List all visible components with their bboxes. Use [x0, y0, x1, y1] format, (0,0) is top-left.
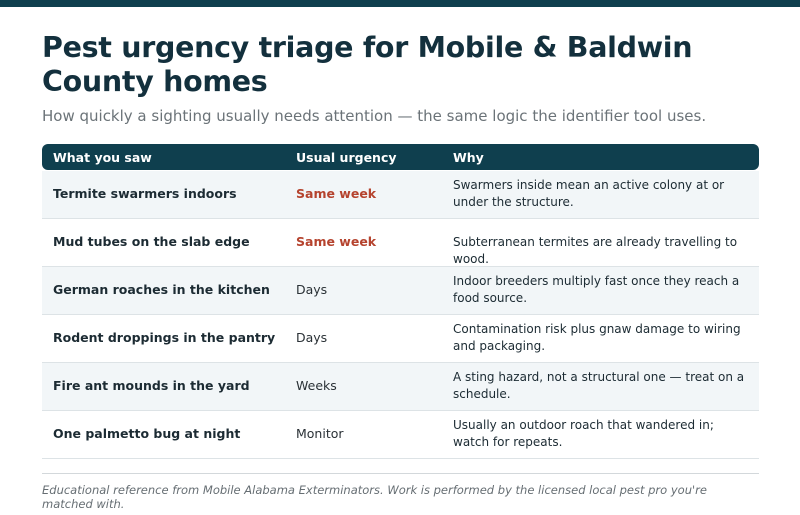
cell-what: Termite swarmers indoors: [53, 186, 237, 201]
cell-why: Contamination risk plus gnaw damage to wiring and packaging.: [453, 322, 741, 353]
cell-urgency: Days: [296, 282, 328, 297]
cell-what: Rodent droppings in the pantry: [53, 330, 276, 345]
cell-what: German roaches in the kitchen: [53, 282, 270, 297]
header-usual-urgency: Usual urgency: [296, 149, 397, 165]
table-row: [42, 315, 759, 363]
cell-what: Mud tubes on the slab edge: [53, 234, 250, 249]
page-title: Pest urgency triage for Mobile & Baldwin County homes: [42, 31, 693, 98]
cell-why: A sting hazard, not a structural one — treat on a schedule.: [453, 370, 745, 401]
page-subtitle: How quickly a sighting usually needs attention — the same logic the identifier tool uses.: [42, 107, 707, 125]
footer-divider: [42, 473, 759, 474]
table-row: [42, 267, 759, 315]
table-row: [42, 363, 759, 411]
cell-urgency: Days: [296, 330, 328, 345]
table-row: [42, 171, 759, 219]
table-row: [42, 219, 759, 267]
cell-urgency: Same week: [296, 186, 377, 201]
cell-what: Fire ant mounds in the yard: [53, 378, 250, 393]
cell-why: Subterranean termites are already travelling to wood.: [453, 235, 738, 266]
header-why: Why: [453, 149, 484, 165]
cell-urgency: Same week: [296, 234, 377, 249]
cell-what: One palmetto bug at night: [53, 426, 241, 441]
table-row: [42, 411, 759, 459]
urgency-table: [42, 144, 759, 459]
cell-why: Usually an outdoor roach that wandered in; watch for repeats.: [453, 418, 714, 449]
header-what-you-saw: What you saw: [53, 149, 152, 165]
top-accent-bar: [0, 0, 800, 7]
cell-urgency: Weeks: [296, 378, 337, 393]
cell-why: Indoor breeders multiply fast once they reach a food source.: [453, 274, 740, 305]
cell-why: Swarmers inside mean an active colony at or under the structure.: [453, 178, 725, 209]
table-header: [42, 144, 759, 170]
footnote: Educational reference from Mobile Alabama Exterminators. Work is performed by the licensed local pest pro you're matched with.: [42, 483, 707, 511]
cell-urgency: Monitor: [296, 426, 344, 441]
